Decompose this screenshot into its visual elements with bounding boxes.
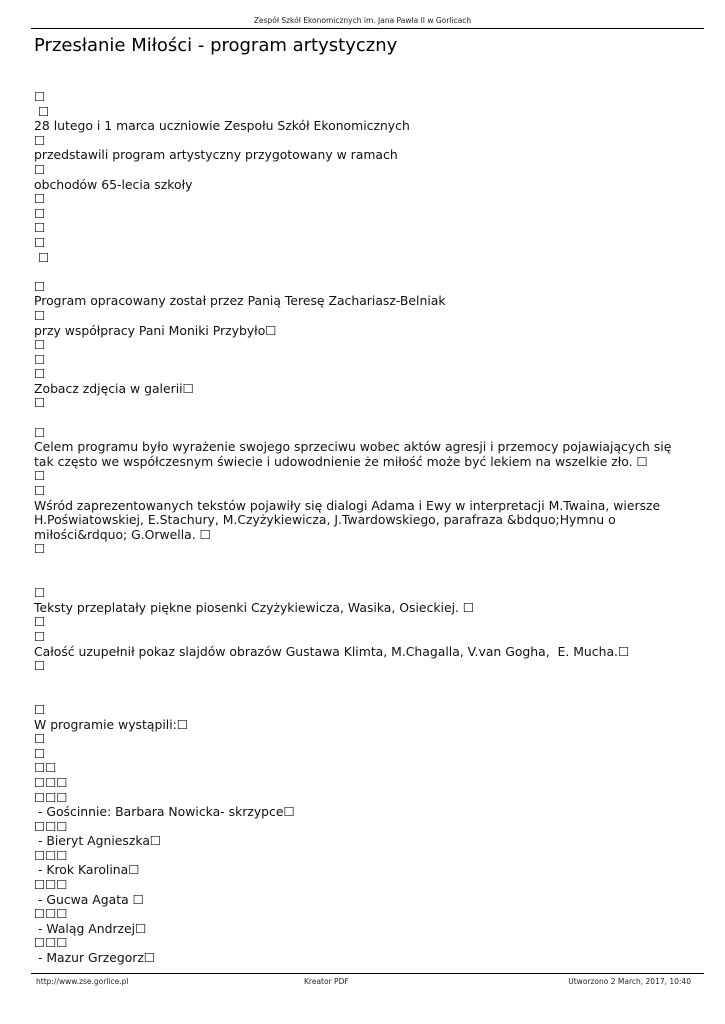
body-line: Celem programu było wyrażenie swojego sprzeciwu wobec aktów agresji i przemocy pojawiających się [34,439,672,455]
body-line: ☐ [34,585,46,601]
header-divider [31,28,704,29]
body-line: H.Poświatowskiej, E.Stachury, M.Czyżykiewicza, J.Twardowskiego, parafraza &bdquo;Hymnu o [34,512,616,528]
article-title: Przesłanie Miłości - program artystyczny [34,35,398,56]
body-line: przy współpracy Pani Moniki Przybyło☐ [34,322,277,338]
blank-line [34,411,674,426]
body-line: ☐ [34,658,46,674]
body-line: ☐ [34,541,46,557]
body-line: Wśród zaprezentowanych tekstów pojawiły się dialogi Adama i Ewy w interpretacji M.Twaina, wiersze [34,497,661,513]
body-line: Teksty przeplatały piękne piosenki Czyżykiewicza, Wasika, Osieckiej. ☐ [34,599,475,615]
blank-line [34,572,674,587]
body-line: tak często we współczesnym świecie i udowodnienie że miłość może być lekiem na wszelkie zło. ☐ [34,453,648,469]
body-line: ☐ [34,395,46,411]
body-line: ☐☐☐ [34,935,68,951]
body-line: ☐ [34,701,46,717]
body-line: ☐ [34,220,46,236]
body-line: Program opracowany został przez Panią Teresę Zachariasz-Belniak [34,293,446,309]
body-line: - Mazur Grzegorz☐ [34,950,156,966]
body-line: ☐☐☐ [34,847,68,863]
body-line: 28 lutego i 1 marca uczniowie Zespołu Szkół Ekonomicznych [34,118,410,134]
body-line: ☐☐☐ [34,774,68,790]
body-line: przedstawili program artystyczny przygotowany w ramach [34,147,398,163]
footer-created-date: Utworzono 2 March, 2017, 10:40 [568,977,691,986]
body-line: ☐ [34,351,46,367]
body-line: ☐ [34,89,46,104]
body-line: ☐ [34,628,46,644]
body-line: ☐ [34,191,46,207]
body-line: ☐ [34,366,46,382]
footer-divider [31,973,704,974]
footer-generator: Kreator PDF [304,977,349,986]
body-line: ☐☐☐ [34,818,68,834]
body-line: ☐ [34,614,46,630]
body-line: - Krok Karolina☐ [34,862,140,878]
body-line: - Waląg Andrzej☐ [34,920,147,936]
blank-line [34,674,674,689]
body-line: ☐ [34,468,46,484]
blank-line [34,265,674,280]
body-line: ☐☐☐ [34,789,68,805]
page-header-school-name: Zespół Szkół Ekonomicznych im. Jana Pawła II w Gorlicach [253,16,472,25]
footer-url[interactable]: http://www.zse.gorlice.pl [36,977,129,986]
body-line: ☐ [34,205,46,221]
body-line: ☐ [34,161,46,177]
body-line: ☐☐☐ [34,906,68,922]
body-line: ☐ [34,278,46,294]
article-body [34,90,674,966]
body-line: ☐ [34,103,50,119]
body-line: ☐ [34,234,46,250]
body-line: - Gucwa Agata ☐ [34,891,144,907]
body-line: - Gościnnie: Barbara Nowicka- skrzypce☐ [34,804,295,820]
body-line: ☐ [34,132,46,148]
body-line: ☐ [34,249,50,265]
blank-line [34,688,674,703]
body-line: ☐ [34,483,46,499]
body-line: W programie wystąpili:☐ [34,716,188,732]
body-line: Zobacz zdjęcia w galerii☐ [34,380,194,396]
body-line: ☐ [34,337,46,353]
body-line: ☐ [34,731,46,747]
body-line: ☐ [34,745,46,761]
body-line: - Bieryt Agnieszka☐ [34,833,162,849]
body-line: ☐ [34,424,46,440]
body-line: ☐ [34,307,46,323]
body-line: miłości&rdquo; G.Orwella. ☐ [34,526,211,542]
body-line: ☐☐ [34,760,57,776]
body-line: obchodów 65-lecia szkoły [34,176,193,192]
body-line: Całość uzupełnił pokaz slajdów obrazów Gustawa Klimta, M.Chagalla, V.van Gogha, E. Mucha.☐ [34,643,630,659]
blank-line [34,557,674,572]
body-line: ☐☐☐ [34,877,68,893]
